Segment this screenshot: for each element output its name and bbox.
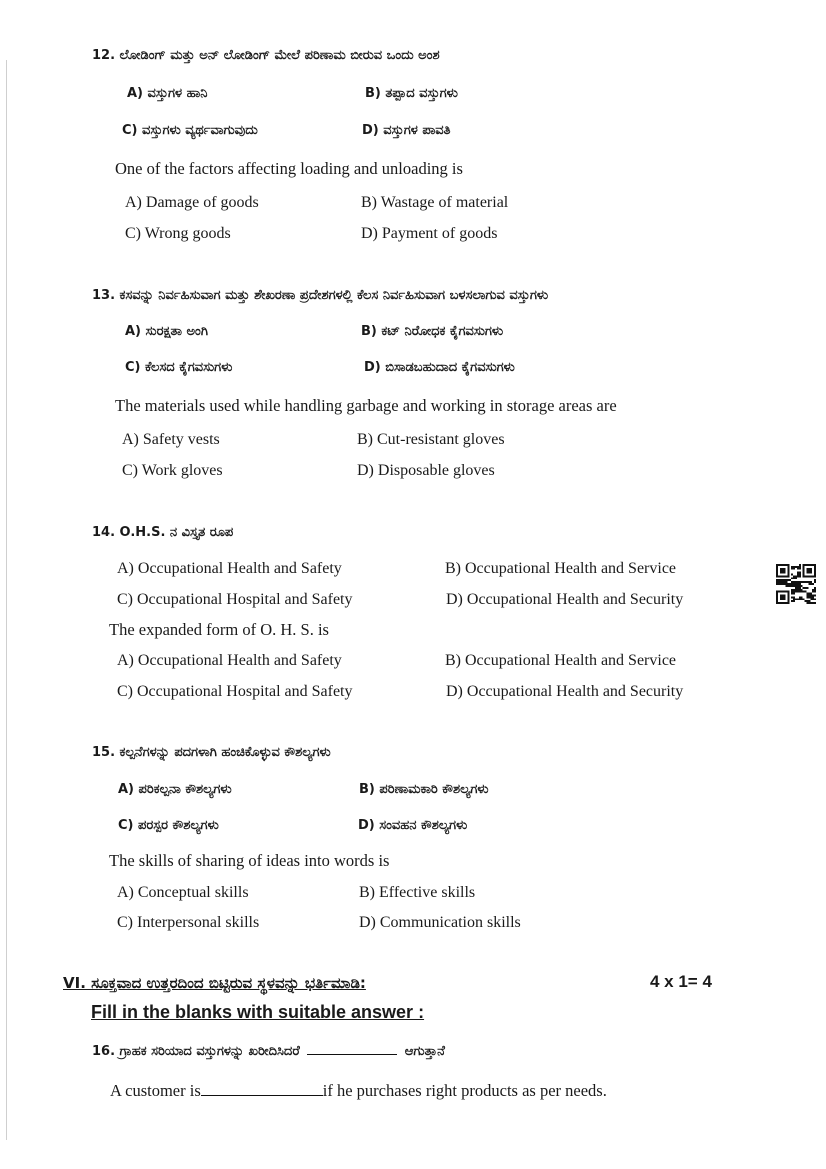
q15-kannada-option-b: B) ಪರಿಣಾಮಕಾರಿ ಕೌಶಲ್ಯಗಳು [359,782,489,797]
q16-kannada-after-blank: ಆಗುತ್ತಾನೆ [404,1044,445,1059]
q15-kannada-option-c: C) ಪರಸ್ಪರ ಕೌಶಲ್ಯಗಳು [118,818,219,833]
q13-kannada-option-a: A) ಸುರಕ್ಷತಾ ಅಂಗಿ [125,324,208,339]
q14-english-option-c: C) Occupational Hospital and Safety [117,683,353,700]
q12-kannada-option-b: B) ತಪ್ಪಾದ ವಸ್ತುಗಳು [365,86,458,101]
q12-kannada-option-c: C) ವಸ್ತುಗಳು ವ್ಯರ್ಥವಾಗುವುದು [122,123,258,138]
q16-kannada-before-blank: 16. ಗ್ರಾಹಕ ಸರಿಯಾದ ವಸ್ತುಗಳನ್ನು ಖರೀದಿಸಿದರೆ [92,1044,300,1059]
q15-english-option-d: D) Communication skills [359,914,521,931]
q16-english-blank [201,1094,323,1096]
q15-kannada-question: 15. ಕಲ್ಪನೆಗಳನ್ನು ಪದಗಳಾಗಿ ಹಂಚಿಕೊಳ್ಳುವ ಕೌಶಲ್ಯಗಳು [92,745,331,760]
q13-english-option-a: A) Safety vests [122,431,220,448]
q14-option-b: B) Occupational Health and Service [445,560,677,577]
q14-option-a: A) Occupational Health and Safety [117,560,342,577]
q12-english-option-a: A) Damage of goods [125,194,259,211]
q14-option-d: D) Occupational Health and Security [446,591,684,608]
q14-english-option-b: B) Occupational Health and Service [445,652,677,669]
q12-english-option-b: B) Wastage of material [361,194,509,211]
section-heading-kannada-text: VI. ಸೂಕ್ತವಾದ ಉತ್ತರದಿಂದ ಬಿಟ್ಟಿರುವ ಸ್ಥಳವನ್ನು ಭರ್ತಿಮಾಡಿ: [63,974,366,992]
q15-english-option-c: C) Interpersonal skills [117,914,260,931]
section-marks: 4 x 1= 4 [650,972,712,991]
q12-english-option-d: D) Payment of goods [361,225,498,242]
q13-english-option-b: B) Cut-resistant gloves [357,431,505,448]
q12-kannada-question: 12. ಲೋಡಿಂಗ್ ಮತ್ತು ಅನ್ ಲೋಡಿಂಗ್ ಮೇಲೆ ಪರಿಣಾಮ ಬೀರುವ ಒಂದು ಅಂಶ [92,48,440,63]
q14-option-c: C) Occupational Hospital and Safety [117,591,353,608]
q16-english-after-blank: if he purchases right products as per needs. [322,1081,607,1100]
q15-english-option-b: B) Effective skills [359,884,476,901]
q14-english-question: The expanded form of O. H. S. is [109,620,329,639]
section-heading-kannada [63,972,366,994]
q13-kannada-question: 13. ಕಸವನ್ನು ನಿರ್ವಹಿಸುವಾಗ ಮತ್ತು ಶೇಖರಣಾ ಪ್ರದೇಶಗಳಲ್ಲಿ ಕೆಲಸ ನಿರ್ವಹಿಸುವಾಗ ಬಳಸಲಾಗುವ ವಸ್ತುಗಳು [92,288,549,303]
q13-kannada-option-c: C) ಕೆಲಸದ ಕೈಗವಸುಗಳು [125,360,233,375]
section-heading-english: Fill in the blanks with suitable answer : [91,1002,425,1022]
margin-line [6,60,7,1140]
q13-kannada-option-d: D) ಬಿಸಾಡಬಹುದಾದ ಕೈಗವಸುಗಳು [364,360,515,375]
q15-kannada-option-a: A) ಪರಿಕಲ್ಪನಾ ಕೌಶಲ್ಯಗಳು [118,782,232,797]
q16-kannada-blank [307,1053,397,1055]
q16-english-question [110,1081,607,1101]
q14-english-option-d: D) Occupational Health and Security [446,683,684,700]
q13-kannada-option-b: B) ಕಟ್ ನಿರೋಧಕ ಕೈಗವಸುಗಳು [361,324,504,339]
q14-english-option-a: A) Occupational Health and Safety [117,652,342,669]
q16-kannada-question [92,1044,445,1060]
q15-kannada-option-d: D) ಸಂವಹನ ಕೌಶಲ್ಯಗಳು [358,818,468,833]
q12-english-option-c: C) Wrong goods [125,225,231,242]
q14-kannada-question: 14. O.H.S. ನ ವಿಸ್ತೃತ ರೂಪ [92,525,234,540]
q15-english-option-a: A) Conceptual skills [117,884,249,901]
q16-english-before-blank: A customer is [110,1081,201,1100]
q15-english-question: The skills of sharing of ideas into words is [109,851,390,870]
q13-english-option-d: D) Disposable gloves [357,462,495,479]
q12-english-question: One of the factors affecting loading and unloading is [115,159,463,178]
q13-english-question: The materials used while handling garbage and working in storage areas are [115,396,617,415]
q12-kannada-option-d: D) ವಸ್ತುಗಳ ಪಾವತಿ [362,123,451,138]
q13-english-option-c: C) Work gloves [122,462,223,479]
q12-kannada-option-a: A) ವಸ್ತುಗಳ ಹಾನಿ [127,86,208,101]
qr-code-icon [776,564,816,604]
